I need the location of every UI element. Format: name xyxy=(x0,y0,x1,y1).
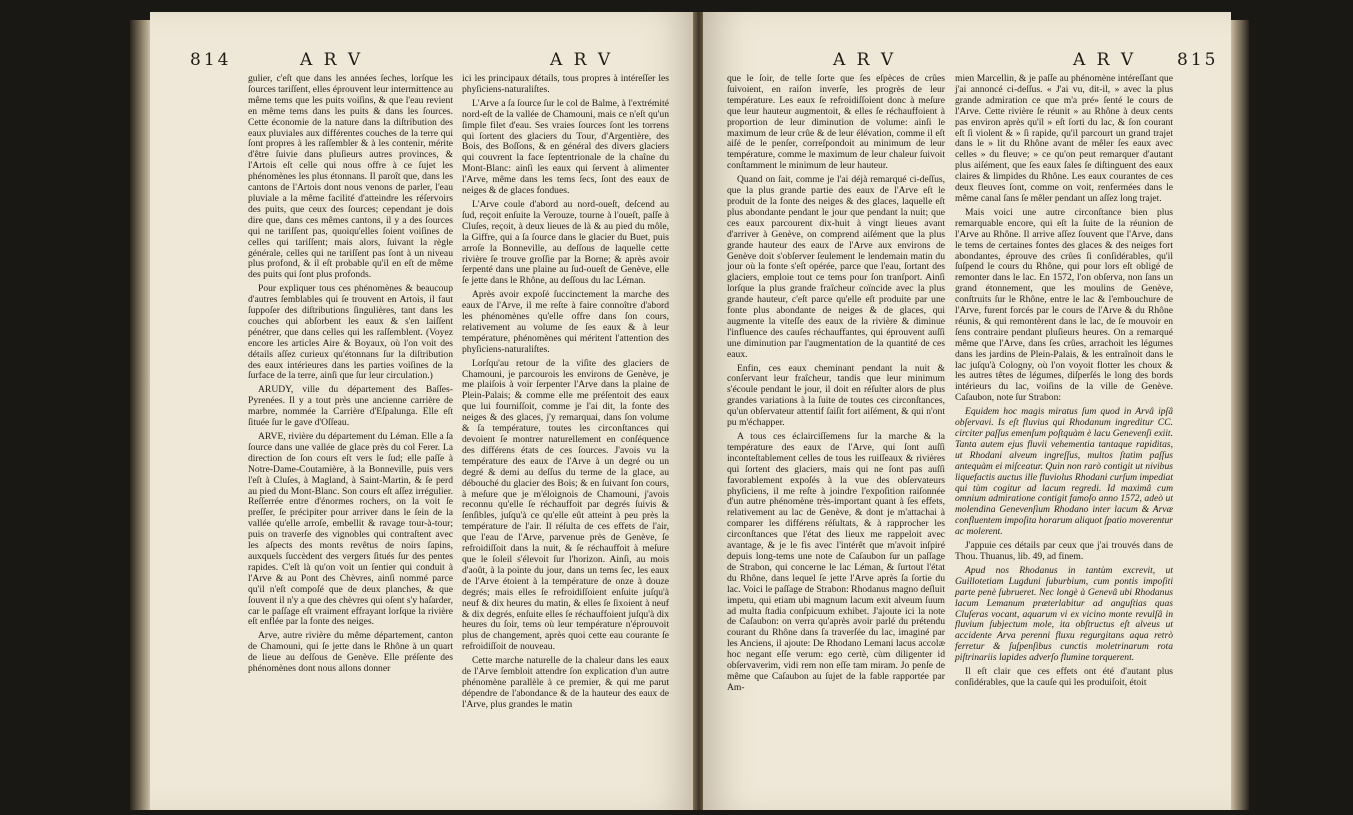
paragraph: ARVE, rivière du département du Léman. Elle a ſa ſource dans une vallée de glace près du col Ferer. La direction de ſon cours eſt vers le ſud; elle paſſe à Notre-Dame-Coutamière, à la Bonneville, puis vers l'eſt à Cluſes, à Magland, à Saint-Martin, & ſe perd au pied du Mont-Blanc. Son cours eſt aſſez irrégulier. Reſſerrée entre d'énormes rochers, on la voit ſe preſſer, ſe précipiter pour arriver dans le ſein de la vallée qu'elle arroſe, embellit & ravage tour-à-tour; puis on traverſe des vignobles qui contraſtent avec les aſpects des monts revêtus de noirs ſapins, auxquels ſuccèdent des vergers ſitués ſur des pentes rapides. C'eſt là qu'on voit un ſentier qui conduit à l'Arve & au Pont des Chèvres, ainſi nommé parce qu'il n'eſt compoſé que de deux planches, & que ſouvent il n'y a que des chèvres qui oſent s'y haſarder, car le paſſage eſt vraiment effrayant lorſque la rivière eſt enflée par la fonte des neiges. xyxy=(248,431,453,628)
left-page-edges xyxy=(130,20,152,810)
left-page-column-2 xyxy=(462,74,669,714)
right-page-column-1 xyxy=(727,74,945,697)
page-number-left: 814 xyxy=(190,50,232,70)
paragraph: Lorſqu'au retour de la viſite des glaciers de Chamouni, je parcourois les environs de Genève, je me plaiſois à voir ſerpenter l'Arve dans la plaine de Plein-Palais; & comme elle me préſentoit des eaux que lui fourniſſoit, comme je l'ai dit, la fonte des neiges & des glaces, j'y remarquai, dans ſon volume & ſa température, toutes les circonſtances qui devoient ſe montrer naturellement en conſéquence des différens états de ces ſources. J'avois vu la température des eaux de l'Arve à un degré ou un degré & demi au deſſus du terme de la glace, au débouché du glacier des Bois; & en ſuivant ſon cours, à meſure que je m'éloignois de Chamouni, j'avois reconnu qu'elle ſe réchauffoit par degrés ſuivis & ſenſibles, juſqu'à ce qu'elle eût atteint à peu près la température de l'air. Il réſulta de ces effets de l'air, que l'eau de l'Arve, parvenue près de Genève, ſe refroidiſſoit dans la nuit, & ſe réchauffoit à meſure que le ſoleil s'élevoit ſur l'horizon. Ainſi, au mois d'août, à la pointe du jour, dans un tems ſec, les eaux de l'Arve étoient à la température de onze à douze degrés; mais elles ſe refroidiſſoient enſuite juſqu'à neuf & dix heures du matin, & elles ſe ſixoient à neuf & dix degrés, enſuite elles ſe réchauffoient juſqu'à dix heures du ſoir, tems où leur température n'éprouvoit plus de changement, après quoi cette eau courante ſe refroidiſſoit de nouveau. xyxy=(462,357,669,653)
paragraph: Cette marche naturelle de la chaleur dans les eaux de l'Arve ſembloit attendre ſon explication d'un autre phénomène parallèle à ce premier, & qui me parut dépendre de l'abondance & de la hauteur des eaux de l'Arve, plus grandes le matin xyxy=(462,655,669,710)
paragraph: que le ſoir, de telle ſorte que ſes eſpèces de crûes ſuivoient, en raiſon inverſe, les progrès de leur température. Les eaux ſe refroidiſſoient donc à meſure que leur hauteur augmentoit, & elles ſe réchauffoient à proportion de leur diminution de volume: ainſi le maximum de leur crûe & de leur élévation, comme il eſt aiſé de le penſer, correſpondoit au minimum de leur température, comme le maximum de leur chaleur ſuivoit conſtamment le minimum de leur hauteur. xyxy=(727,73,945,172)
right-page-edges xyxy=(1229,20,1249,810)
paragraph: Il eſt clair que ces effets ont été d'autant plus conſidérables, que la cauſe qui les produiſoit, étoit xyxy=(955,666,1173,688)
paragraph: Mais voici une autre circonſtance bien plus remarquable encore, qui eſt la ſuite de la réunion de l'Arve au Rhône. Il arrive aſſez ſouvent que l'Arve, dans le tems de certaines fontes des glaces & des neiges fort abondantes, éprouve des crûes ſi conſidérables, qu'il ſuſpend le cours du Rhône, qui pour lors eſt obligé de remonter dans le lac. En 1572, l'on obſerva, non ſans un grand étonnement, que les moulins de Genève, conſtruits ſur le Rhône, entre le lac & l'embouchure de l'Arve, furent forcés par le cours de l'Arve & du Rhône réunis, & qui remontèrent dans le lac, de ſe mouvoir en ſens contraire pendant pluſieurs heures. On a remarqué même que l'Arve, dans ſes crûes, arrachoit les légumes dans les jardins de Plein-Palais, & les entraînoit dans le lac juſqu'à Cologny, où l'on voyoit flotter les choux & les autres têtes de légumes, diſperſés le long des bords intérieurs du lac, voiſins de la ville de Genève. Caſaubon, note ſur Strabon: xyxy=(955,206,1173,404)
running-head-right-col2: A R V xyxy=(1073,50,1137,70)
running-head-right-col1: A R V xyxy=(833,50,897,70)
right-page-column-2 xyxy=(955,74,1173,692)
running-head-left-col2: A R V xyxy=(550,50,614,70)
paragraph: L'Arve coule d'abord au nord-oueſt, deſcend au ſud, reçoit enſuite la Verouze, tourne à l'oueſt, paſſe à Cluſes, reçoit, à deux lieues de là & au pied du môle, la Giffre, qui a ſa ſource dans le glacier du Buet, puis arroſe la Bonneville, au deſſous de laquelle cette rivière ſe trouve groſſie par la Borne; & après avoir ſerpenté dans une plaine au ſud-oueſt de Genève, elle ſe jette dans le Rhône, au deſſous du lac Léman. xyxy=(462,198,669,287)
paragraph: Enfin, ces eaux cheminant pendant la nuit & conſervant leur fraîcheur, tandis que leur minimum s'écoule pendant le jour, il doit en réſulter alors de plus grandes variations à la ſuite de toutes ces circonſtances, qu'un obſervateur attentif ſaiſit fort aiſément, & qui n'ont pu m'échapper. xyxy=(727,362,945,429)
paragraph: mien Marcellin, & je paſſe au phénomène intéreſſant que j'ai annoncé ci-deſſus. « J'ai vu, dit-il, » avec la plus grande admiration ce que m'a pré» ſenté le cours de l'Arve. Cette rivière ſe réunit » au Rhône à deux cents pas environ après qu'il » eſt ſorti du lac, & ſon courant eſt ſi violent & » ſi rapide, qu'il parcourt un grand trajet dans le » lit du Rhône avant de mêler ſes eaux avec celles » du fleuve; » ce qu'on peut remarquer d'autant plus aiſément, que ſes eaux ſales ſe diſtinguent des eaux claires & limpides du Rhône. Les eaux courantes de ces deux fleuves ſont, comme on voit, renfermées dans le même canal ſans ſe mêler pendant un aſſez long trajet. xyxy=(955,73,1173,204)
paragraph: Quand on ſait, comme je l'ai déjà remarqué ci-deſſus, que la plus grande partie des eaux de l'Arve eſt le produit de la fonte des neiges & des glaces, laquelle eſt plus abondante pendant le jour que pendant la nuit; que ces eaux parcourent dix-huit à vingt lieues avant d'arriver à Genève, on comprend aiſément que la plus grande hauteur des eaux de l'Arve aux environs de Genève doit s'obſerver ſeulement le lendemain matin du jour où la fonte s'eſt opérée, parce que l'eau, ſortant des glaciers, emploie tout ce tems pour ſon tranſport. Ainſi lorſque la plus grande fraîcheur coïncide avec la plus grande hauteur, c'eſt parce qu'elle eſt produite par une fonte plus abondante de neiges & de glaces, qui augmente la viteſſe des eaux de la rivière & diminue l'influence des cauſes réchauffantes, qui éprouvent auſſi une diminution par l'augmentation de la quantité de ces eaux. xyxy=(727,174,945,360)
left-page xyxy=(150,12,695,810)
paragraph: Pour expliquer tous ces phénomènes & beaucoup d'autres ſemblables qui ſe trouvent en Artois, il faut ſuppoſer des diſtributions ſingulières, tant dans les couches qui abſorbent les eaux & s'en laiſſent pénétrer, que dans celles qui les raſſemblent. (Voyez encore les articles Aire & Boyaux, où l'on voit des détails aſſez curieux qu'étonnans ſur la diſtribution des eaux intérieures dans les parties voiſines de la ſurface de la terre, ainſi que ſur leur circulation.) xyxy=(248,283,453,382)
paragraph: Arve, autre rivière du même département, canton de Chamouni, qui ſe jette dans le Rhône à un quart de lieue au deſſous de Genève. Elle préſente des phénomènes dont nous allons donner xyxy=(248,630,453,675)
paragraph: L'Arve a ſa ſource ſur le col de Balme, à l'extrémité nord-eſt de la vallée de Chamouni, mais ce n'eſt qu'un ſimple filet d'eau. Ses vraies ſources ſont les torrens qui ſortent des glaciers du Tour, d'Argentière, des Bois, des Boſſons, & en général des divers glaciers qui couvrent la face ſeptentrionale de la chaîne du Mont-Blanc: ainſi les eaux qui ſervent à alimenter l'Arve, même dans les tems ſecs, ſont des eaux de neiges & de glaces fondues. xyxy=(462,97,669,197)
paragraph: J'appuie ces détails par ceux que j'ai trouvés dans de Thou. Thuanus, lib. 49, ad finem. xyxy=(955,540,1173,562)
paragraph: A tous ces éclairciſſemens ſur la marche & la température des eaux de l'Arve, qui ſont auſſi inconteſtablement celles de tous les ruiſſeaux & rivières qui ſortent des glaciers, mais qui ne ſont pas auſſi favorablement expoſés à la vue des obſervateurs phyſiciens, il me reſte à joindre l'expoſition raiſonnée d'un autre phénomène très-important quant à ſes effets, relativement au lac de Genève, & dont je m'attachai à comparer les différens réſultats, & à rapprocher les circonſtances que l'état des lieux me rappeloit avec avantage, & je le fis avec l'intérêt que m'avoit inſpiré depuis long-tems une note de Caſaubon ſur un paſſage de Strabon, qui concerne le lac Léman, & ſurtout l'état du Rhône, dans lequel ſe jette l'Arve après ſa ſortie du lac. Voici le paſſage de Strabon: Rhodanus magno deſluit impetu, qui etiam ubi magnum lacum exit alveum ſuum ad multa ſtadia conſpicuum exhibet. J'ajoute ici la note de Caſaubon: on verra qu'après avoir parlé du prétendu courant du Rhône dans ſa traverſée du lac, imaginé par les Anciens, il ajoute: De Rhodano Lemani lacus accolæ hoc negant eſſe verum: ego certè, cùm diligenter id obſervaverim, vidi rem non eſſe tam miram. Jo penſe de même que Caſaubon au ſujet de la fable rapportée par Am- xyxy=(727,431,945,693)
running-head-left-col1: A R V xyxy=(300,50,364,70)
latin-quote: Apud nos Rhodanus in tantùm excrevit, ut Guillotetiam Lugduni ſuburbium, cum pontis impoſiti parte penè ſubrueret. Nec longè à Genevâ ubi Rhodanus lacum Lemanum præterlabitur ad anguſtias quas Cluſeras vocant, aquarum vi ex vicino monte revulſâ in fluvium ſubjectum mole, ita obſtructus eſt alveus ut accidente Arva perenni fluxu regurgitans aqua retrò ferretur & ſuſpenſibus cunctis moletrinarum rota piſtrinariis lapides adverſo flumine torquerent. xyxy=(955,564,1173,664)
right-page xyxy=(703,12,1231,810)
latin-quote: Equidem hoc magis miratus ſum quod in Arvâ ipſâ obſervavi. Is eſt fluvius qui Rhodanum ingreditur CC. circiter paſſus emenſum poſtquàm è lacu Genevenſi exiit. Tanta autem ejus fluvii vehementia tantaque rapiditas, ut Rhodani alveum ingreſſus, multos ſtatim paſſus antequàm ei miſceatur. Quin non rarò contigit ut nivibus liquefactis auctus ille fluviolus Rhodani curſum impediat qui tùm cogitur ad lacum regredi. Id maximâ cum omnium admiratione contigit famoſo anno 1572, adeò ut molendina Genevenſium Rhodano inter lacum & Arvæ confluentem impoſita horarum aliquot ſpatio moverentur ac molerent. xyxy=(955,406,1173,538)
paragraph: ici les principaux détails, tous propres à intéreſſer les phyſiciens-naturaliſtes. xyxy=(462,73,669,95)
paragraph: gulier, c'eſt que dans les années ſeches, lorſque les ſources tariſſent, elles éprouvent leur intermittence au même tems que les puits voiſins, & que l'eau revient en même tems dans les puits & dans les ſources. Cette économie de la nature dans la diſtribution des eaux pluviales aux différentes couches de la terre qui ſont propres à les raſſembler & à les contenir, mérite d'être ſuivie dans pluſieurs autres provinces, & l'Artois eſt celle qui nous offre à ce ſujet les phénomènes les plus étonnans. Il paroît que, dans les cantons de l'Artois dont nous venons de parler, l'eau pluviale a la même facilité d'atteindre les réſervoirs des puits, que ceux des ſources; cependant je dois dire que, dans ces mêmes cantons, il y a des ſources qui ne tariſſent pas, quoiqu'elles ſoient voiſines de celles qui tariſſent; mais alors, ſuivant la règle générale, celles qui ne tariſſent pas ſont à un niveau plus profond, & il eſt probable qu'il en eſt de même des puits qui ſont plus profonds. xyxy=(248,73,453,281)
paragraph: Après avoir expoſé ſuccinctement la marche des eaux de l'Arve, il me reſte à faire connoître d'abord les phénomènes qu'elle offre dans ſon cours, relativement au volume de ſes eaux & à leur température, phénomènes qui méritent l'attention des phyſiciens-naturaliſtes. xyxy=(462,289,669,355)
paragraph: ARUDY, ville du département des Baſſes-Pyrenées. Il y a tout près une ancienne carrière de marbre, nommée la Carrière d'Eſpalunga. Elle eſt ſituée ſur le gave d'Oſſeau. xyxy=(248,384,453,429)
page-number-right: 815 xyxy=(1177,50,1219,70)
left-page-column-1 xyxy=(248,74,453,678)
